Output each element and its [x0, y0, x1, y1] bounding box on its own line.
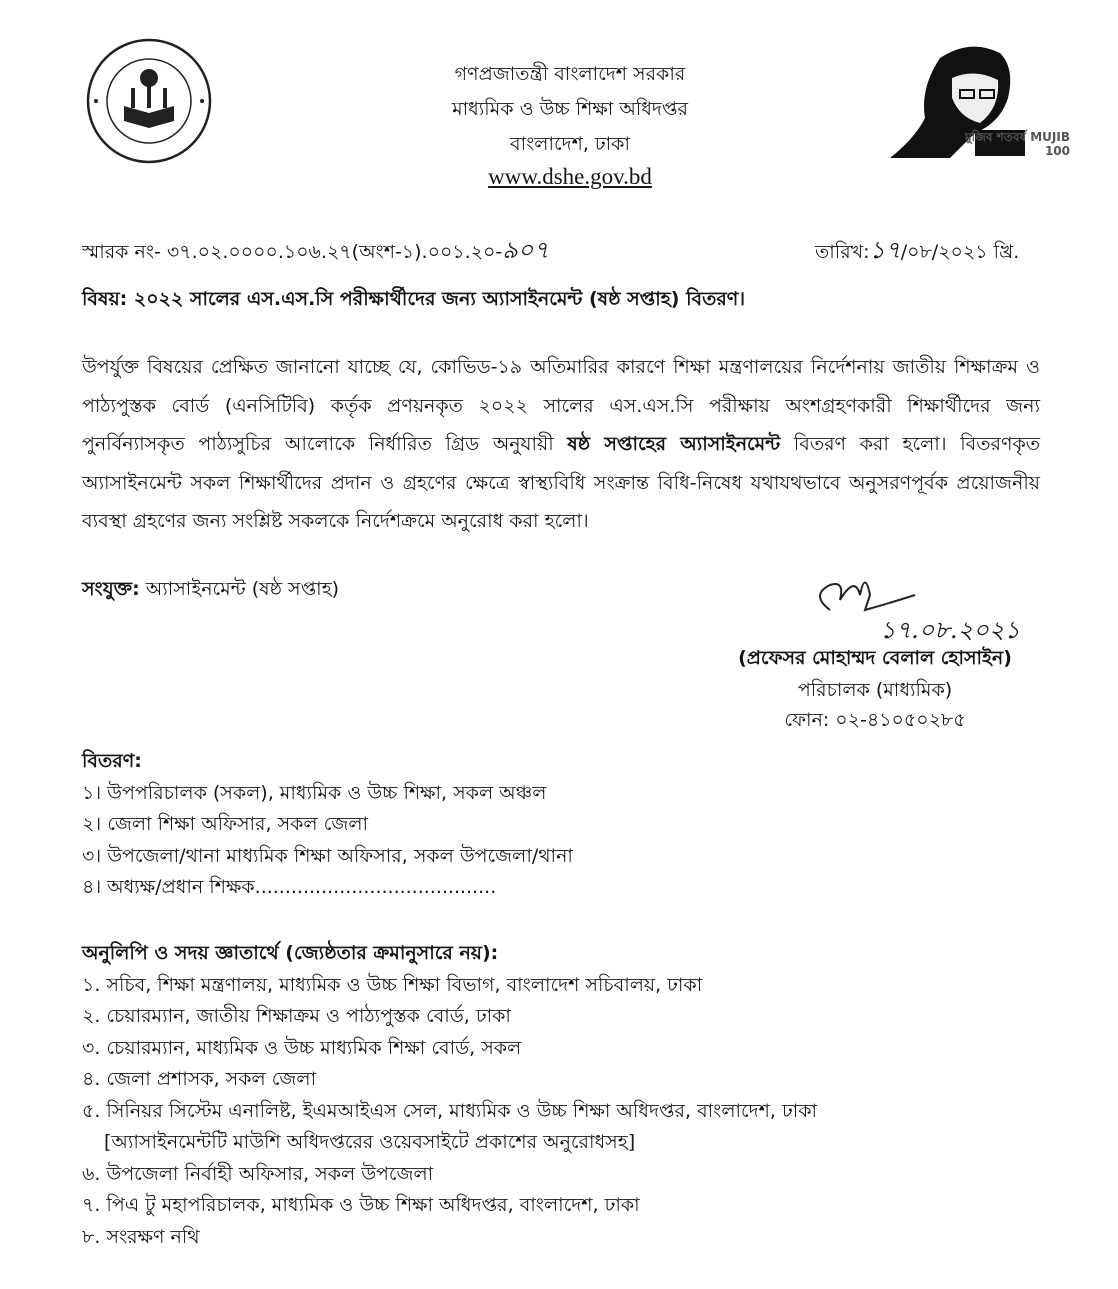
- subject-text: ২০২২ সালের এস.এস.সি পরীক্ষার্থীদের জন্য অ্যাসাইনমেন্ট (ষষ্ঠ সপ্তাহ) বিতরণ।: [133, 288, 746, 310]
- list-item: ৩. চেয়ারম্যান, মাধ্যমিক ও উচ্চ মাধ্যমিক শিক্ষা বোর্ড, সকল: [82, 1036, 522, 1059]
- list-item: ৫. সিনিয়র সিস্টেম এনালিষ্ট, ইএমআইএস সেল, মাধ্যমিক ও উচ্চ শিক্ষা অধিদপ্তর, বাংলাদেশ, ঢাকা: [82, 1099, 818, 1122]
- attachment-label: সংযুক্ত:: [82, 578, 140, 600]
- list-item: ১. সচিব, শিক্ষা মন্ত্রণালয়, মাধ্যমিক ও উচ্চ শিক্ষা বিভাগ, বাংলাদেশ সচিবালয়, ঢাকা: [82, 973, 703, 996]
- list-item: ৬. উপজেলা নির্বাহী অফিসার, সকল উপজেলা: [82, 1162, 434, 1185]
- list-item: ৭. পিএ টু মহাপরিচালক, মাধ্যমিক ও উচ্চ শিক্ষা অধিদপ্তর, বাংলাদেশ, ঢাকা: [82, 1194, 640, 1216]
- memo-number-text: স্মারক নং- ৩৭.০২.০০০০.১০৬.২৭(অংশ-১).০০১.২০-: [82, 241, 503, 263]
- distribution-list: [82, 746, 573, 904]
- date-rest: /০৮/২০২১ খ্রি.: [900, 241, 1020, 263]
- education-seal-logo: [84, 36, 214, 166]
- body-bold: ষষ্ঠ সপ্তাহের অ্যাসাইনমেন্ট: [567, 433, 781, 455]
- list-item: [অ্যাসাইনমেন্টটি মাউশি অধিদপ্তরের ওয়েবসাইটে প্রকাশের অনুরোধসহ]: [104, 1131, 636, 1153]
- signatory-name: (প্রফেসর মোহাম্মদ বেলাল হোসাইন): [738, 647, 1012, 669]
- govt-title: গণপ্রজাতন্ত্রী বাংলাদেশ সরকার: [454, 63, 686, 85]
- date-label: তারিখ:: [815, 241, 870, 263]
- department-title: মাধ্যমিক ও উচ্চ শিক্ষা অধিদপ্তর: [452, 98, 688, 120]
- memo-number: [82, 232, 549, 272]
- attachment-text: অ্যাসাইনমেন্ট (ষষ্ঠ সপ্তাহ): [145, 578, 340, 600]
- memo-number-handwritten: ৯০৭: [502, 236, 550, 264]
- location: বাংলাদেশ, ঢাকা: [510, 133, 630, 155]
- list-item: ২. চেয়ারম্যান, জাতীয় শিক্ষাক্রম ও পাঠ্যপুস্তক বোর্ড, ঢাকা: [82, 1005, 511, 1027]
- body-text-2: বিতরণ করা হলো। বিতরণকৃত অ্যাসাইনমেন্ট সকল শিক্ষার্থীদের প্রদান ও গ্রহণের ক্ষেত্রে স্বাস্থ্যবিধি সংক্রান্ত বিধি-নিষেধ যথাযথভাবে অনুসরণপূর্বক প্রয়োজনীয় ব্যবস্থা গ্রহণের জন্য সংশ্লিষ্ট সকলকে নির্দেশক্রমে অনুরোধ করা হলো।: [82, 433, 1040, 532]
- copies-title: অনুলিপি ও সদয় জ্ঞাতার্থে (জ্যেষ্ঠতার ক্রমানুসারে নয়):: [82, 942, 499, 964]
- body-text-1: উপর্যুক্ত বিষয়ের প্রেক্ষিত জানানো যাচ্ছে যে, কোভিড-১৯ অতিমারির কারণে শিক্ষা মন্ত্রণালয়ের নির্দেশনায় জাতীয় শিক্ষাক্রম ও পাঠ্যপুস্তক বোর্ড (এনসিটিবি) কর্তৃক প্রণয়নকৃত ২০২২ সালের এস.এস.সি পরীক্ষায় অংশগ্রহণকারী শিক্ষার্থীদের জন্য পুনর্বিন্যাসকৃত পাঠ্যসুচির আলোকে নির্ধারিত গ্রিড অনুযায়ী: [82, 356, 1040, 455]
- subject-label: বিষয়:: [82, 288, 128, 310]
- list-item: ৪। অধ্যক্ষ/প্রধান শিক্ষক........................................: [82, 876, 497, 898]
- memo-date: [815, 232, 1019, 272]
- signatory-designation: পরিচালক (মাধ্যমিক): [797, 679, 953, 701]
- list-item: ৪. জেলা প্রশাসক, সকল জেলা: [82, 1068, 317, 1090]
- distribution-title: বিতরণ:: [82, 750, 142, 772]
- body-paragraph: [82, 348, 1040, 541]
- website-link[interactable]: www.dshe.gov.bd: [488, 164, 652, 189]
- signatory-phone: ফোন: ০২-৪১০৫০২৮৫: [784, 709, 966, 731]
- mujib-100-logo-text: মুজিব শতবর্ষ MUJIB 100: [964, 130, 1070, 158]
- subject-line: [82, 285, 745, 317]
- signature-date: ১৭.০৮.২০২১: [880, 616, 1021, 644]
- date-handwritten: ১৭: [869, 236, 901, 264]
- attachment-line: [82, 575, 339, 607]
- list-item: ২। জেলা শিক্ষা অফিসার, সকল জেলা: [82, 813, 369, 835]
- copies-list: [82, 938, 817, 1253]
- list-item: ৩। উপজেলা/থানা মাধ্যমিক শিক্ষা অফিসার, সকল উপজেলা/থানা: [82, 844, 573, 867]
- list-item: ৮. সংরক্ষণ নথি: [82, 1225, 200, 1248]
- list-item: ১। উপপরিচালক (সকল), মাধ্যমিক ও উচ্চ শিক্ষা, সকল অঞ্চল: [82, 781, 547, 804]
